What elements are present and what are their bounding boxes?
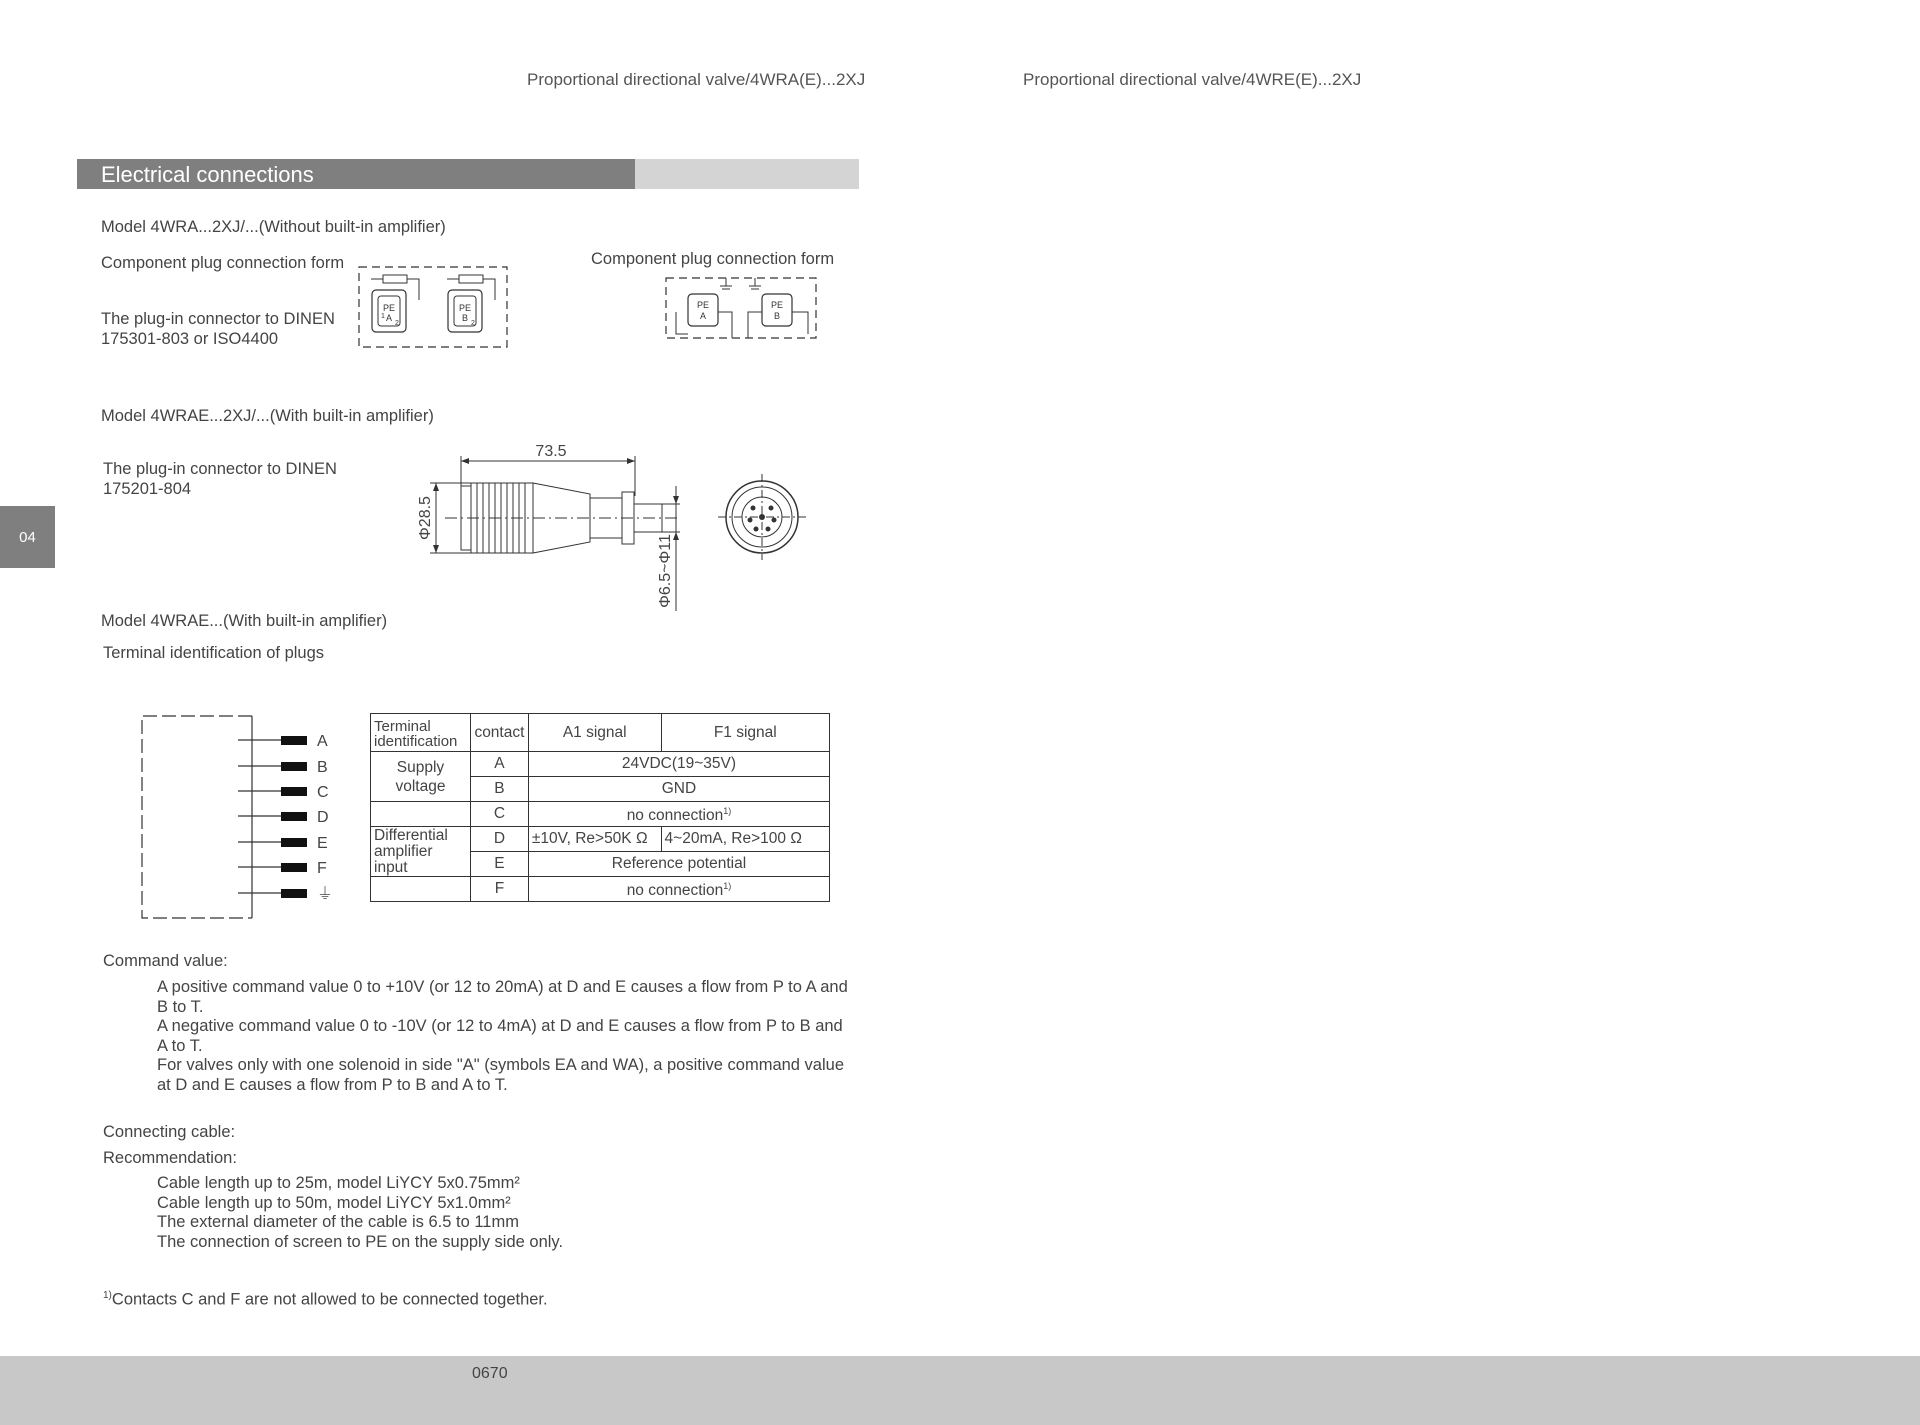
terminal-identification-subtitle: Terminal identification of plugs — [103, 644, 325, 662]
header-contact: contact — [470, 714, 528, 752]
row-a-signal: 24VDC(19~35V) — [528, 752, 829, 777]
pin-label-d: D — [317, 809, 329, 826]
plug-form-left-label: Component plug connection form — [101, 254, 345, 272]
pe-label-right-b: PE — [770, 300, 784, 310]
pin-a-label: A — [385, 313, 393, 323]
cable-line-4: The connection of screen to PE on the supply side only. — [157, 1233, 564, 1251]
command-p1-line1: A positive command value 0 to +10V (or 12 to 20mA) at D and E causes a flow from P to A and — [157, 978, 848, 996]
cable-line-2: Cable length up to 50m, model LiYCY 5x1.0mm² — [157, 1194, 511, 1212]
section-bar — [77, 159, 859, 189]
table-header-row — [371, 714, 830, 752]
connector-din-line1: The plug-in connector to DINEN — [101, 310, 335, 328]
empty-cell — [371, 877, 471, 902]
row-c-text: no connection — [626, 807, 724, 825]
footnote — [103, 1286, 548, 1310]
connector-face-view — [718, 474, 806, 560]
cable-line-3: The external diameter of the cable is 6.5 to 11mm — [157, 1213, 519, 1231]
empty-cell — [371, 802, 471, 827]
pin-label-ground: ⏚ — [317, 886, 334, 903]
pin-b-label-right: B — [773, 311, 781, 321]
model-4wrae-label: Model 4WRAE...2XJ/...(With built-in amplifier) — [101, 407, 434, 425]
dim-cable-label: Φ6.5~Φ11 — [657, 534, 674, 608]
command-p1-line2: B to T. — [157, 998, 204, 1016]
contact-c: C — [470, 802, 528, 827]
page-footer — [0, 1356, 1920, 1425]
contact-f: F — [470, 877, 528, 902]
supply-voltage-cell: Supply voltage — [371, 752, 471, 802]
row-c-signal — [528, 802, 829, 827]
table-row — [371, 752, 830, 777]
pin-2-label-b: 2 — [471, 320, 475, 327]
recommendation-title: Recommendation: — [103, 1149, 237, 1167]
header-left-title: Proportional directional valve/4WRA(E)...2XJ — [527, 70, 866, 89]
row-d-a1-signal: ±10V, Re>50K Ω — [528, 827, 661, 852]
plug-schematic-left — [355, 262, 511, 352]
terminal-table — [370, 713, 830, 902]
dim-diameter-label: Φ28.5 — [417, 496, 434, 540]
header-f1-signal: F1 signal — [661, 714, 829, 752]
pin-2-label-a: 2 — [395, 320, 399, 327]
pin-label-e: E — [317, 835, 328, 852]
ground-symbol-a — [720, 278, 732, 289]
connector-din-804-line2: 175201-804 — [103, 480, 192, 498]
dim-length-label: 73.5 — [535, 443, 567, 460]
command-p3-line1: For valves only with one solenoid in side "A" (symbols EA and WA), a positive command value — [157, 1056, 844, 1074]
plug-form-right-label: Component plug connection form — [591, 250, 835, 268]
contact-e: E — [470, 852, 528, 877]
pin-schematic — [138, 710, 338, 924]
chapter-tab: 04 — [0, 506, 55, 568]
footnote-mark: 1) — [103, 1290, 112, 1301]
footnote-text: Contacts C and F are not allowed to be connected together. — [111, 1290, 548, 1309]
differential-amplifier-cell: Differential amplifier input — [371, 827, 471, 877]
model-4wra-label: Model 4WRA...2XJ/...(Without built-in amplifier) — [101, 218, 446, 236]
pe-label-a: PE — [382, 303, 396, 313]
pe-label-b: PE — [458, 303, 472, 313]
cable-line-1: Cable length up to 25m, model LiYCY 5x0.75mm² — [157, 1174, 520, 1192]
command-p3-line2: at D and E causes a flow from P to B and A to T. — [157, 1076, 508, 1094]
contact-d: D — [470, 827, 528, 852]
ground-symbol-b — [749, 278, 761, 289]
row-c-footnote-mark: 1) — [723, 806, 732, 817]
row-f-footnote-mark: 1) — [723, 881, 732, 892]
connector-din-804-line1: The plug-in connector to DINEN — [103, 460, 337, 478]
plug-schematic-right — [662, 272, 822, 346]
row-f-signal — [528, 877, 829, 902]
contact-b: B — [470, 777, 528, 802]
page-number: 0670 — [472, 1365, 508, 1382]
coil-b-symbol — [447, 275, 495, 332]
pin-label-a: A — [317, 733, 328, 750]
model-4wrae-amplifier-label: Model 4WRAE...(With built-in amplifier) — [101, 612, 388, 630]
section-title: Electrical connections — [101, 162, 314, 187]
command-p2-line2: A to T. — [157, 1037, 203, 1055]
table-row — [371, 802, 830, 827]
header-right-title: Proportional directional valve/4WRE(E)...2XJ — [1023, 70, 1362, 89]
table-row — [371, 877, 830, 902]
row-d-f1-signal: 4~20mA, Re>100 Ω — [661, 827, 829, 852]
connector-drawing — [410, 436, 810, 616]
header-terminal-identification: Terminal identification — [371, 714, 471, 752]
header-a1-signal: A1 signal — [528, 714, 661, 752]
pin-b-label: B — [461, 313, 469, 323]
contact-a: A — [470, 752, 528, 777]
pe-label-right-a: PE — [696, 300, 710, 310]
pin-label-b: B — [317, 759, 328, 776]
pin-1-label-a: 1 — [381, 313, 385, 320]
pin-label-f: F — [317, 860, 327, 877]
pin-label-c: C — [317, 784, 329, 801]
pin-a-label-right: A — [699, 311, 707, 321]
command-p2-line1: A negative command value 0 to -10V (or 12 to 4mA) at D and E causes a flow from P to B and — [157, 1017, 843, 1035]
coil-a-symbol — [371, 275, 419, 332]
connecting-cable-title: Connecting cable: — [103, 1123, 236, 1141]
command-value-title: Command value: — [103, 952, 228, 970]
row-f-text: no connection — [626, 882, 724, 900]
table-row — [371, 827, 830, 852]
row-e-signal: Reference potential — [528, 852, 829, 877]
row-b-signal: GND — [528, 777, 829, 802]
connector-din-line2: 175301-803 or ISO4400 — [101, 330, 279, 348]
